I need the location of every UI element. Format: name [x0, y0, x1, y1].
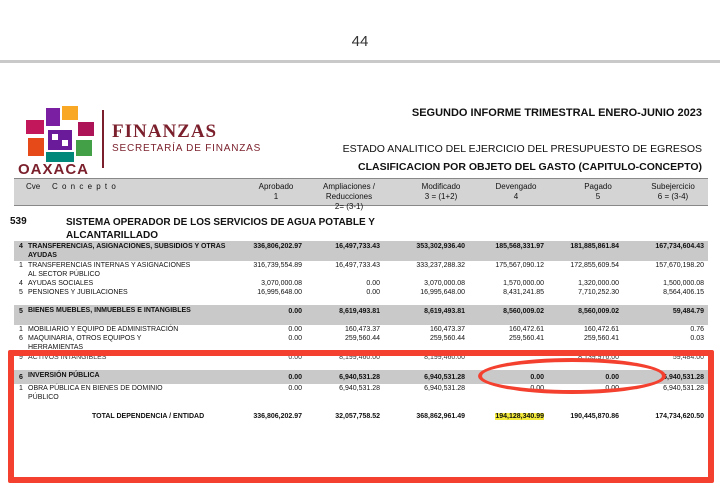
row-concepto: MOBILIARIO Y EQUIPO DE ADMINISTRACIÓN	[28, 326, 179, 333]
row-modificado: 3,070,000.08	[424, 280, 465, 287]
row-aprobado: 336,806,202.97	[253, 243, 302, 250]
table-row	[14, 280, 708, 289]
row-concepto: TRANSFERENCIAS INTERNAS Y ASIGNACIONES AL SECTOR PÚBLICO	[28, 262, 191, 278]
col-aprobado	[246, 182, 306, 202]
row-concepto: PENSIONES Y JUBILACIONES	[28, 289, 128, 296]
system-name: SISTEMA OPERADOR DE LOS SERVICIOS DE AGUA POTABLE Y ALCANTARILLADO	[66, 217, 375, 241]
row-ampliaciones: 259,560.44	[344, 335, 380, 342]
row-modificado: 8,619,493.81	[424, 308, 465, 315]
row-aprobado: 0.00	[288, 335, 302, 342]
total-modificado: 368,862,961.49	[416, 413, 465, 420]
row-cve: 5	[19, 289, 23, 296]
row-concepto: OBRA PÚBLICA EN BIENES DE DOMINIO PÚBLICO	[28, 385, 163, 401]
row-concepto: MAQUINARIA, OTROS EQUIPOS Y HERRAMIENTAS	[28, 335, 142, 351]
col-pagado-label: Pagado	[584, 182, 612, 191]
row-ampliaciones: 0.00	[366, 280, 380, 287]
row-pagado: 8,560,009.02	[578, 308, 619, 315]
col-pagado-sub: 5	[595, 192, 601, 201]
total-aprobado: 336,806,202.97	[253, 413, 302, 420]
system-code: 539	[10, 216, 27, 227]
row-concepto: ACTIVOS INTANGIBLES	[28, 354, 107, 361]
row-aprobado: 3,070,000.08	[261, 280, 302, 287]
row-cve: 9	[19, 354, 23, 361]
row-ampliaciones: 16,497,733.43	[335, 262, 380, 269]
top-band	[0, 0, 720, 66]
row-aprobado: 0.00	[288, 374, 302, 381]
col-devengado-label: Devengado	[495, 182, 537, 191]
row-aprobado: 0.00	[288, 354, 302, 361]
row-concepto: BIENES MUEBLES, INMUEBLES E INTANGIBLES	[28, 307, 191, 314]
row-modificado: 259,560.44	[429, 335, 465, 342]
page-number: 44	[351, 33, 369, 50]
row-concepto: AYUDAS SOCIALES	[28, 280, 94, 287]
col-ampliaciones-label: Ampliaciones /	[322, 182, 376, 191]
row-ampliaciones: 160,473.37	[344, 326, 380, 333]
col-aprobado-label: Aprobado	[258, 182, 294, 191]
col-ampliaciones-sub1: Reducciones	[325, 192, 373, 201]
col-pagado	[570, 182, 626, 202]
row-cve: 4	[19, 243, 23, 250]
red-annotation-oval	[478, 358, 666, 394]
row-modificado: 6,940,531.28	[424, 374, 465, 381]
row-pagado: 259,560.41	[583, 335, 619, 342]
row-subejercicio: 6,940,531.28	[663, 374, 704, 381]
logo-state-name: OAXACA	[18, 161, 90, 178]
row-cve: 6	[19, 374, 23, 381]
row-modificado: 333,237,288.32	[416, 262, 465, 269]
row-aprobado: 16,995,648.00	[257, 289, 302, 296]
report-classification: CLASIFICACION POR OBJETO DEL GASTO (CAPITULO-CONCEPTO)	[358, 161, 702, 173]
total-ampliaciones: 32,057,758.52	[335, 413, 380, 420]
col-subejercicio-label: Subejercicio	[651, 182, 695, 191]
row-devengado: 8,431,241.85	[503, 289, 544, 296]
col-cve: Cve	[26, 182, 41, 191]
report-subtitle: ESTADO ANALITICO DEL EJERCICIO DEL PRESUPUESTO DE EGRESOS	[342, 143, 702, 155]
row-pagado: 1,320,000.00	[578, 280, 619, 287]
table-row	[14, 289, 708, 298]
row-ampliaciones: 6,940,531.28	[339, 385, 380, 392]
row-modificado: 8,199,460.00	[424, 354, 465, 361]
row-cve: 4	[19, 280, 23, 287]
row-aprobado: 316,739,554.89	[253, 262, 302, 269]
row-ampliaciones: 0.00	[366, 289, 380, 296]
row-modificado: 160,473.37	[429, 326, 465, 333]
col-modificado-label: Modificado	[421, 182, 461, 191]
col-subejercicio	[640, 182, 706, 202]
row-devengado: 8,560,009.02	[503, 308, 544, 315]
col-aprobado-sub: 1	[273, 192, 279, 201]
col-ampliaciones	[312, 182, 386, 212]
row-ampliaciones: 8,199,460.00	[339, 354, 380, 361]
total-label: TOTAL DEPENDENCIA / ENTIDAD	[92, 413, 205, 420]
row-pagado: 0.00	[605, 374, 619, 381]
row-concepto: TRANSFERENCIAS, ASIGNACIONES, SUBSIDIOS Y OTRAS AYUDAS	[28, 243, 226, 259]
row-modificado: 353,302,936.40	[416, 243, 465, 250]
row-cve: 1	[19, 262, 23, 269]
row-cve: 1	[19, 326, 23, 333]
table-row	[14, 326, 708, 335]
row-devengado: 1,570,000.00	[503, 280, 544, 287]
logo-divider	[102, 110, 104, 168]
row-subejercicio: 59,484.79	[672, 308, 704, 315]
row-aprobado: 0.00	[288, 326, 302, 333]
row-subejercicio: 6,940,531.28	[663, 385, 704, 392]
row-ampliaciones: 8,619,493.81	[339, 308, 380, 315]
row-devengado: 259,560.41	[508, 335, 544, 342]
logo-wordmark: FINANZAS	[112, 121, 218, 142]
row-cve: 6	[19, 335, 23, 342]
col-subejercicio-sub: 6 = (3-4)	[657, 192, 689, 201]
row-devengado: 185,568,331.97	[495, 243, 544, 250]
logo-subtitle: SECRETARÍA DE FINANZAS	[112, 143, 262, 154]
row-modificado: 16,995,648.00	[420, 289, 465, 296]
row-pagado: 160,472.61	[583, 326, 619, 333]
row-pagado: 181,885,861.84	[570, 243, 619, 250]
col-devengado	[486, 182, 546, 202]
row-aprobado: 0.00	[288, 385, 302, 392]
row-ampliaciones: 16,497,733.43	[335, 243, 380, 250]
row-devengado: 175,567,090.12	[495, 262, 544, 269]
col-modificado	[406, 182, 476, 202]
row-devengado: 0.00	[530, 385, 544, 392]
total-pagado: 190,445,870.86	[570, 413, 619, 420]
table-row	[14, 241, 708, 261]
table-row	[14, 305, 708, 325]
row-pagado: 0.00	[605, 385, 619, 392]
row-devengado: 0.00	[530, 374, 544, 381]
row-pagado: 7,710,252.30	[578, 289, 619, 296]
row-modificado: 6,940,531.28	[424, 385, 465, 392]
col-concepto: C o n c e p t o	[52, 182, 117, 191]
total-subejercicio: 174,734,620.50	[655, 413, 704, 420]
row-aprobado: 0.00	[288, 308, 302, 315]
report-title: SEGUNDO INFORME TRIMESTRAL ENERO-JUNIO 2023	[411, 107, 702, 119]
row-cve: 5	[19, 308, 23, 315]
row-subejercicio: 59,484.00	[672, 354, 704, 361]
total-devengado-highlight: 194,128,340.99	[495, 413, 544, 420]
table-row	[14, 335, 708, 349]
row-concepto: INVERSIÓN PÚBLICA	[28, 372, 100, 379]
table-row	[14, 262, 708, 278]
row-subejercicio: 0.76	[690, 326, 704, 333]
row-devengado: 160,472.61	[508, 326, 544, 333]
row-subejercicio: 8,564,406.15	[663, 289, 704, 296]
col-modificado-sub: 3 = (1+2)	[424, 192, 458, 201]
row-subejercicio: 1,500,000.08	[663, 280, 704, 287]
row-cve: 1	[19, 385, 23, 392]
row-subejercicio: 0.03	[690, 335, 704, 342]
row-ampliaciones: 6,940,531.28	[339, 374, 380, 381]
row-subejercicio: 167,734,604.43	[655, 243, 704, 250]
oaxaca-logo-icon	[24, 104, 96, 166]
row-pagado: 172,855,609.54	[570, 262, 619, 269]
row-pagado: 8,139,976.00	[578, 354, 619, 361]
table-header	[14, 178, 708, 211]
col-ampliaciones-sub2: 2= (3-1)	[334, 202, 364, 211]
col-devengado-sub: 4	[513, 192, 519, 201]
row-subejercicio: 157,670,198.20	[655, 262, 704, 269]
